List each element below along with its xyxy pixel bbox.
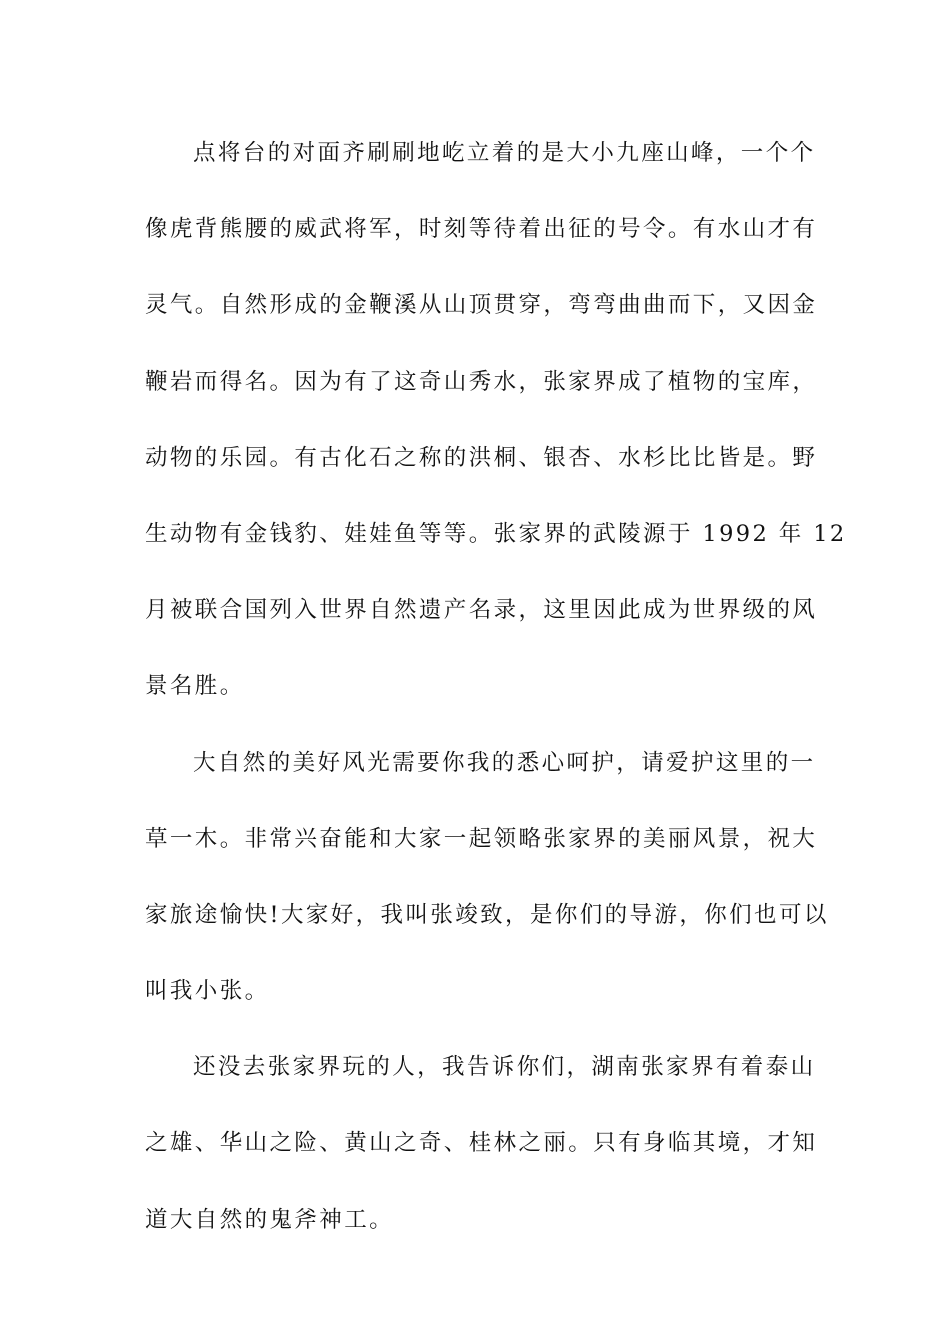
text-line: 草一木。非常兴奋能和大家一起领略张家界的美丽风景，祝大 — [145, 825, 818, 852]
text-line: 生动物有金钱豹、娃娃鱼等等。张家界的武陵源于 1992 年 12 — [145, 520, 847, 547]
text-line: 景名胜。 — [145, 673, 245, 700]
paragraph-3 — [145, 1039, 818, 1268]
text-line: 灵气。自然形成的金鞭溪从山顶贯穿，弯弯曲曲而下，又因金 — [145, 292, 818, 319]
text-line: 还没去张家界玩的人，我告诉你们，湖南张家界有着泰山 — [193, 1054, 816, 1081]
text-line: 大自然的美好风光需要你我的悉心呵护，请爱护这里的一 — [193, 749, 816, 776]
text-line: 鞭岩而得名。因为有了这奇山秀水，张家界成了植物的宝库， — [145, 368, 818, 395]
text-line: 动物的乐园。有古化石之称的洪桐、银杏、水杉比比皆是。野 — [145, 444, 818, 471]
text-line: 月被联合国列入世界自然遗产名录，这里因此成为世界级的风 — [145, 597, 818, 624]
text-line: 家旅途愉快!大家好，我叫张竣致，是你们的导游，你们也可以 — [145, 901, 829, 928]
text-line: 点将台的对面齐刷刷地屹立着的是大小九座山峰，一个个 — [193, 140, 816, 166]
paragraph-1 — [145, 125, 847, 735]
text-line: 之雄、华山之险、黄山之奇、桂林之丽。只有身临其境，才知 — [145, 1130, 818, 1157]
document-body — [145, 125, 847, 1268]
text-line: 叫我小张。 — [145, 978, 270, 1005]
text-line: 道大自然的鬼斧神工。 — [145, 1206, 395, 1233]
paragraph-2 — [145, 735, 829, 1040]
text-line: 像虎背熊腰的威武将军，时刻等待着出征的号令。有水山才有 — [145, 216, 818, 243]
